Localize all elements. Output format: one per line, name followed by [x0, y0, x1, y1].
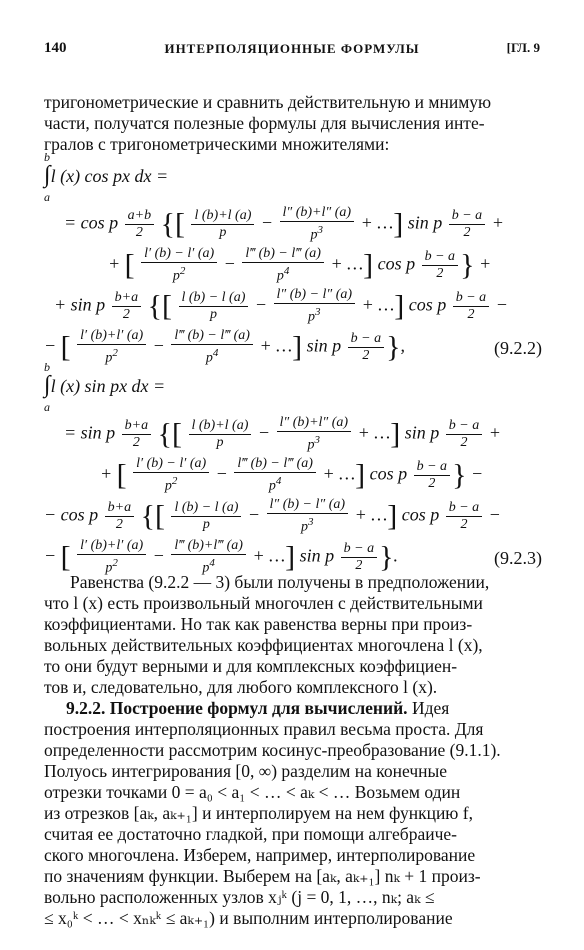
section-9-2-2 [44, 698, 542, 929]
section-line: Идея [411, 698, 450, 718]
section-heading: Построение формул для вычислений. [109, 698, 408, 718]
section-line: вольно расположенных узлов xⱼᵏ (j = 0, 1, …, nₖ; aₖ ≤ [44, 887, 435, 907]
section-line: определенности рассмотрим косинус-преобразование (9.1.1). [44, 740, 501, 760]
integral-cos-text: l (x) cos px dx = [50, 166, 169, 186]
equation-number: (9.2.3) [494, 548, 542, 568]
running-header [44, 40, 540, 62]
section-line: из отрезков [aₖ, aₖ₊₁] и интерполируем на нем функцию f, [44, 803, 473, 823]
chapter-label: [ГЛ. 9 [506, 40, 540, 55]
eq-line: − [ $\frac{l' (b)+l' (a)}{p^2}$ − $\frac{l‴ (b) - l‴ (a)}{p^4}$ + …] sin p $\frac{b - a}{2}$ }, (9.2.2) [44, 328, 542, 366]
integral-sin-text: l (x) sin px dx = [50, 376, 166, 396]
integral-sin: ∫l (x) sin px dx = [44, 372, 166, 398]
section-line: отрезки точками 0 = a₀ < a₁ < … < aₖ < … Возьмем один [44, 782, 461, 802]
intro-text [44, 92, 542, 155]
section-heading-line [44, 698, 542, 719]
section-line: построения интерполяционных правил весьма проста. Для [44, 719, 484, 739]
paragraph-line: Равенства (9.2.2 — 3) были получены в предположении, [70, 572, 490, 592]
equation-9-2-3: b a ∫l (x) sin px dx = = sin p $\frac{b+a}{2}$ {[ $\frac{l (b)+l (a)}{p}$ − $\frac{l'' (b)+l'' (a)}{p^3}$ + …] sin p $\frac{b - a}{2}$ + + [ $\frac{l' (b) - l' (a)}{p^2}$ − $\frac{l‴ (b) - l‴ (a)}{p^4}$ + …] cos p $\frac{b - a}{2}$ } − − cos p $\frac{b+a}{2}$ {[ $\frac{l (b) - l (a)}{p}$ − $\frac{l'' (b) - l'' (a)}{p^3}$ + …] cos p $\frac{b - a}{2}$ − − [ $\frac{l' (b)+l' (a)}{p^2}$ − $\frac{l‴ (b)+l‴ (a)}{p^4}$ + …] sin p $\frac{b - a}{2}$ }. (9.2.3) [44, 360, 542, 576]
eq-line: − cos p $\frac{b+a}{2}$ {[ $\frac{l (b) - l (a)}{p}$ − $\frac{l'' (b) - l'' (a)}{p^3}$ + …] cos p $\frac{b - a}{2}$ − [44, 497, 501, 535]
integral-cos: ∫l (x) cos px dx = [44, 162, 169, 188]
eq-line: − [ $\frac{l' (b)+l' (a)}{p^2}$ − $\frac{l‴ (b)+l‴ (a)}{p^4}$ + …] sin p $\frac{b - a}{2}$ }. (9.2.3) [44, 538, 542, 576]
running-title: ИНТЕРПОЛЯЦИОННЫЕ ФОРМУЛЫ [164, 41, 420, 56]
section-line: по значениям функции. Выберем на [aₖ, aₖ₊₁] nₖ + 1 произ- [44, 866, 481, 886]
eq-line: = cos p $\frac{a+b}{2}$ {[ $\frac{l (b)+l (a)}{p}$ − $\frac{l'' (b)+l'' (a)}{p^3}$ + …] sin p $\frac{b - a}{2}$ + [64, 205, 504, 243]
paragraph-line: коэффициентами. Но так как равенства верны при произ- [44, 614, 473, 634]
eq-line: + [ $\frac{l' (b) - l' (a)}{p^2}$ − $\frac{l‴ (b) - l‴ (a)}{p^4}$ + …] cos p $\frac{b - a}{2}$ } − [100, 456, 484, 494]
section-line: Полуось интегрирования [0, ∞) разделим на конечные [44, 761, 448, 781]
section-number: 9.2.2. [66, 698, 106, 718]
section-line: считая ее достаточно гладкой, при помощи алгебраиче- [44, 824, 457, 844]
equation-9-2-2: b a ∫l (x) cos px dx = = cos p $\frac{a+b}{2}$ {[ $\frac{l (b)+l (a)}{p}$ − $\frac{l'' (b)+l'' (a)}{p^3}$ + …] sin p $\frac{b - a}{2}$ + + [ $\frac{l' (b) - l' (a)}{p^2}$ − $\frac{l‴ (b) - l‴ (a)}{p^4}$ + …] cos p $\frac{b - a}{2}$ } + + sin p $\frac{b+a}{2}$ {[ $\frac{l (b) - l (a)}{p}$ − $\frac{l'' (b) - l'' (a)}{p^3}$ + …] cos p $\frac{b - a}{2}$ − − [ $\frac{l' (b)+l' (a)}{p^2}$ − $\frac{l‴ (b) - l‴ (a)}{p^4}$ + …] sin p $\frac{b - a}{2}$ }, (9.2.2) [44, 150, 542, 366]
equation-number: (9.2.2) [494, 338, 542, 358]
intro-line: гралов с тригонометрическими множителями: [44, 134, 390, 154]
intro-line: части, получатся полезные формулы для вычисления инте- [44, 113, 485, 133]
intro-line: тригонометрические и сравнить действительную и мнимую [44, 92, 492, 112]
eq-line: + sin p $\frac{b+a}{2}$ {[ $\frac{l (b) - l (a)}{p}$ − $\frac{l'' (b) - l'' (a)}{p^3}$ + …] cos p $\frac{b - a}{2}$ − [54, 287, 508, 325]
paragraph-line: тов и, следовательно, для любого комплексного l (x). [44, 677, 438, 697]
paragraph-line: вольных действительных коэффициентах многочлена l (x), [44, 635, 483, 655]
section-line: ≤ x₀ᵏ < … < xₙₖᵏ ≤ aₖ₊₁) и выполним интерполирование [44, 908, 453, 928]
section-line: ского многочлена. Изберем, например, интерполирование [44, 845, 476, 865]
paragraph-line: что l (x) есть произвольный многочлен с действительными [44, 593, 483, 613]
paragraph-remark [44, 572, 542, 698]
page-number: 140 [44, 40, 67, 56]
eq-line: = sin p $\frac{b+a}{2}$ {[ $\frac{l (b)+l (a)}{p}$ − $\frac{l'' (b)+l'' (a)}{p^3}$ + …] sin p $\frac{b - a}{2}$ + [64, 415, 501, 453]
eq-line: + [ $\frac{l' (b) - l' (a)}{p^2}$ − $\frac{l‴ (b) - l‴ (a)}{p^4}$ + …] cos p $\frac{b - a}{2}$ } + [108, 246, 492, 284]
paragraph-line: то они будут верными и для комплексных коэффициен- [44, 656, 458, 676]
